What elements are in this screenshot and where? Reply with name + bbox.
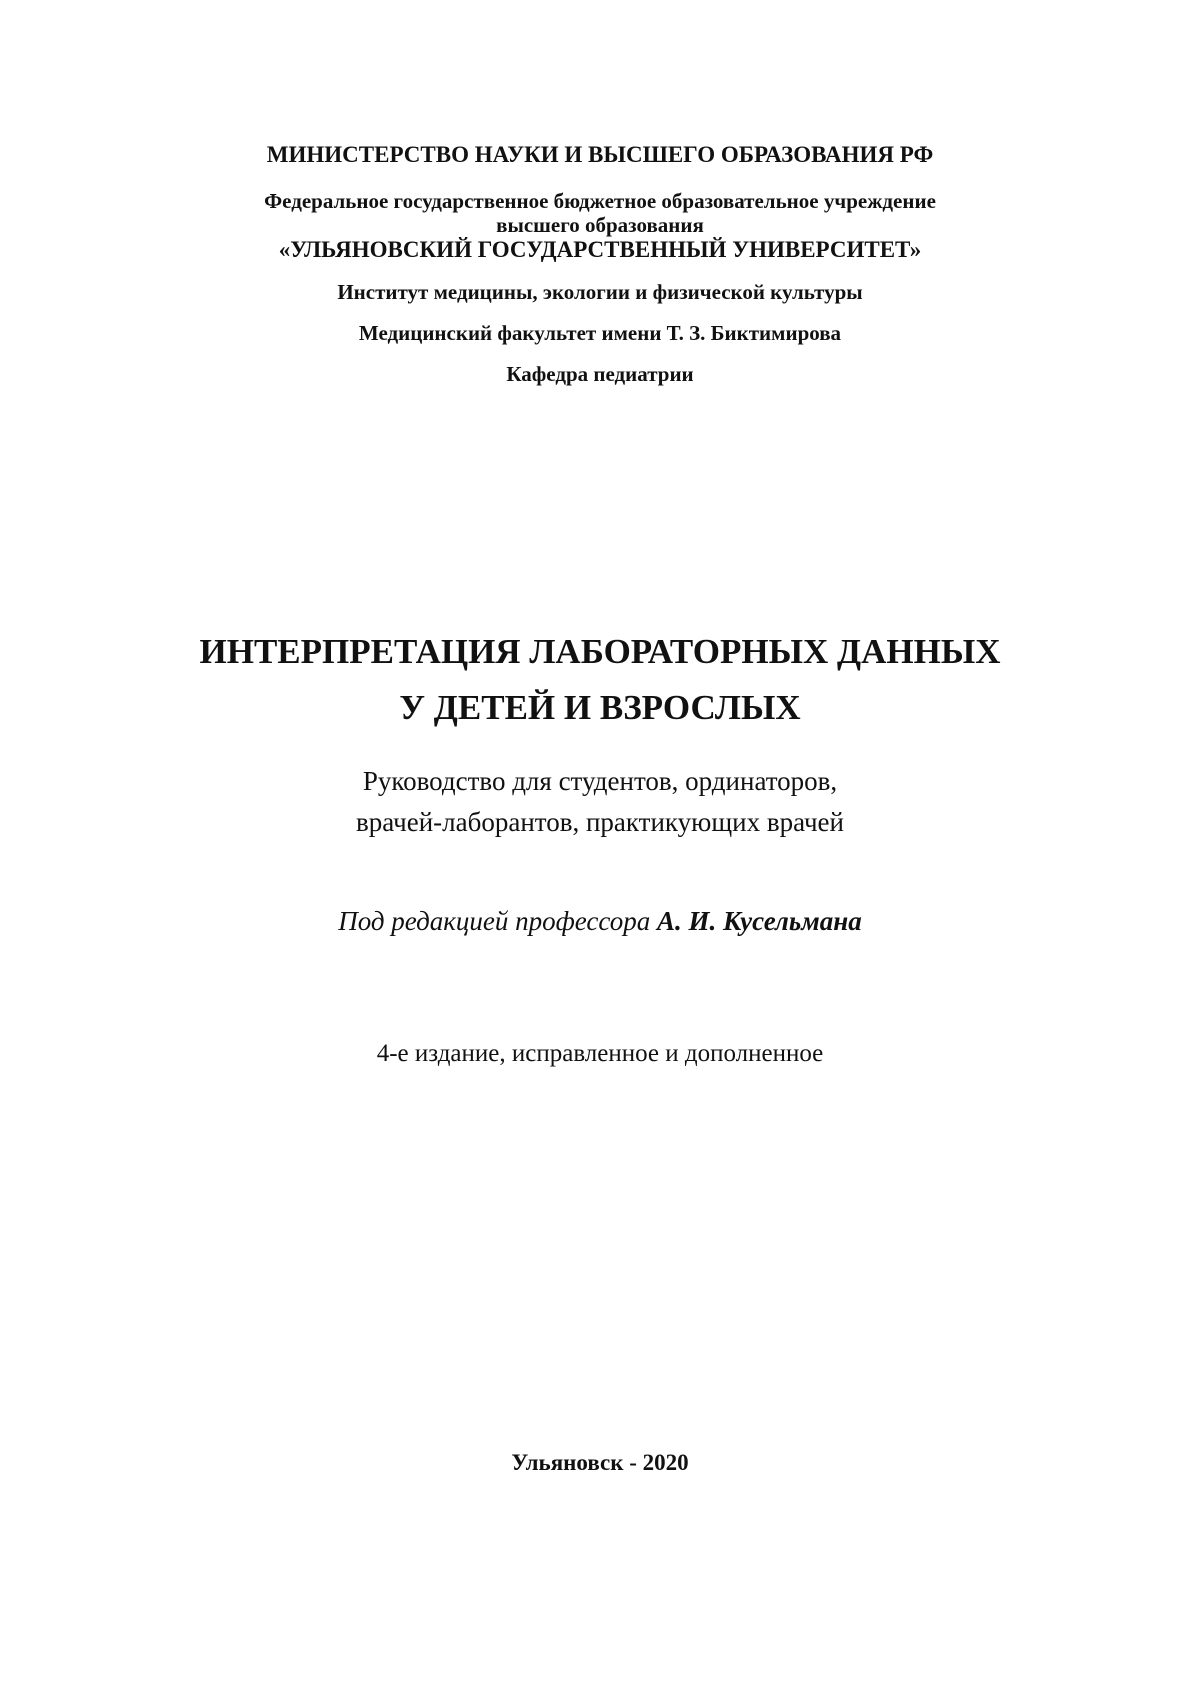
ministry-heading: МИНИСТЕРСТВО НАУКИ И ВЫСШЕГО ОБРАЗОВАНИЯ РФ xyxy=(266,142,934,167)
city-year: Ульяновск - 2020 xyxy=(511,1450,689,1475)
document-subtitle-line1: Руководство для студентов, ординаторов, xyxy=(362,766,838,796)
edition-note: 4-е издание, исправленное и дополненное xyxy=(376,1040,824,1067)
editor-name: А. И. Кусельмана xyxy=(656,906,862,936)
institution-type-line1: Федеральное государственное бюджетное образовательное учреждение xyxy=(264,189,936,213)
document-subtitle-line2: врачей-лаборантов, практикующих врачей xyxy=(356,807,844,837)
document-title-line2: У ДЕТЕЙ И ВЗРОСЛЫХ xyxy=(399,688,801,727)
institution-type-line2: высшего образования xyxy=(496,213,704,237)
editor-credit xyxy=(0,906,1200,937)
university-name: «УЛЬЯНОВСКИЙ ГОСУДАРСТВЕННЫЙ УНИВЕРСИТЕТ» xyxy=(278,237,922,262)
department-name: Кафедра педиатрии xyxy=(506,362,694,386)
editor-prefix: Под редакцией профессора xyxy=(338,906,657,936)
institute-name: Институт медицины, экологии и физической культуры xyxy=(337,280,863,304)
document-title-line1: ИНТЕРПРЕТАЦИЯ ЛАБОРАТОРНЫХ ДАННЫХ xyxy=(199,632,1001,671)
faculty-name: Медицинский факультет имени Т. З. Биктимирова xyxy=(358,321,842,345)
